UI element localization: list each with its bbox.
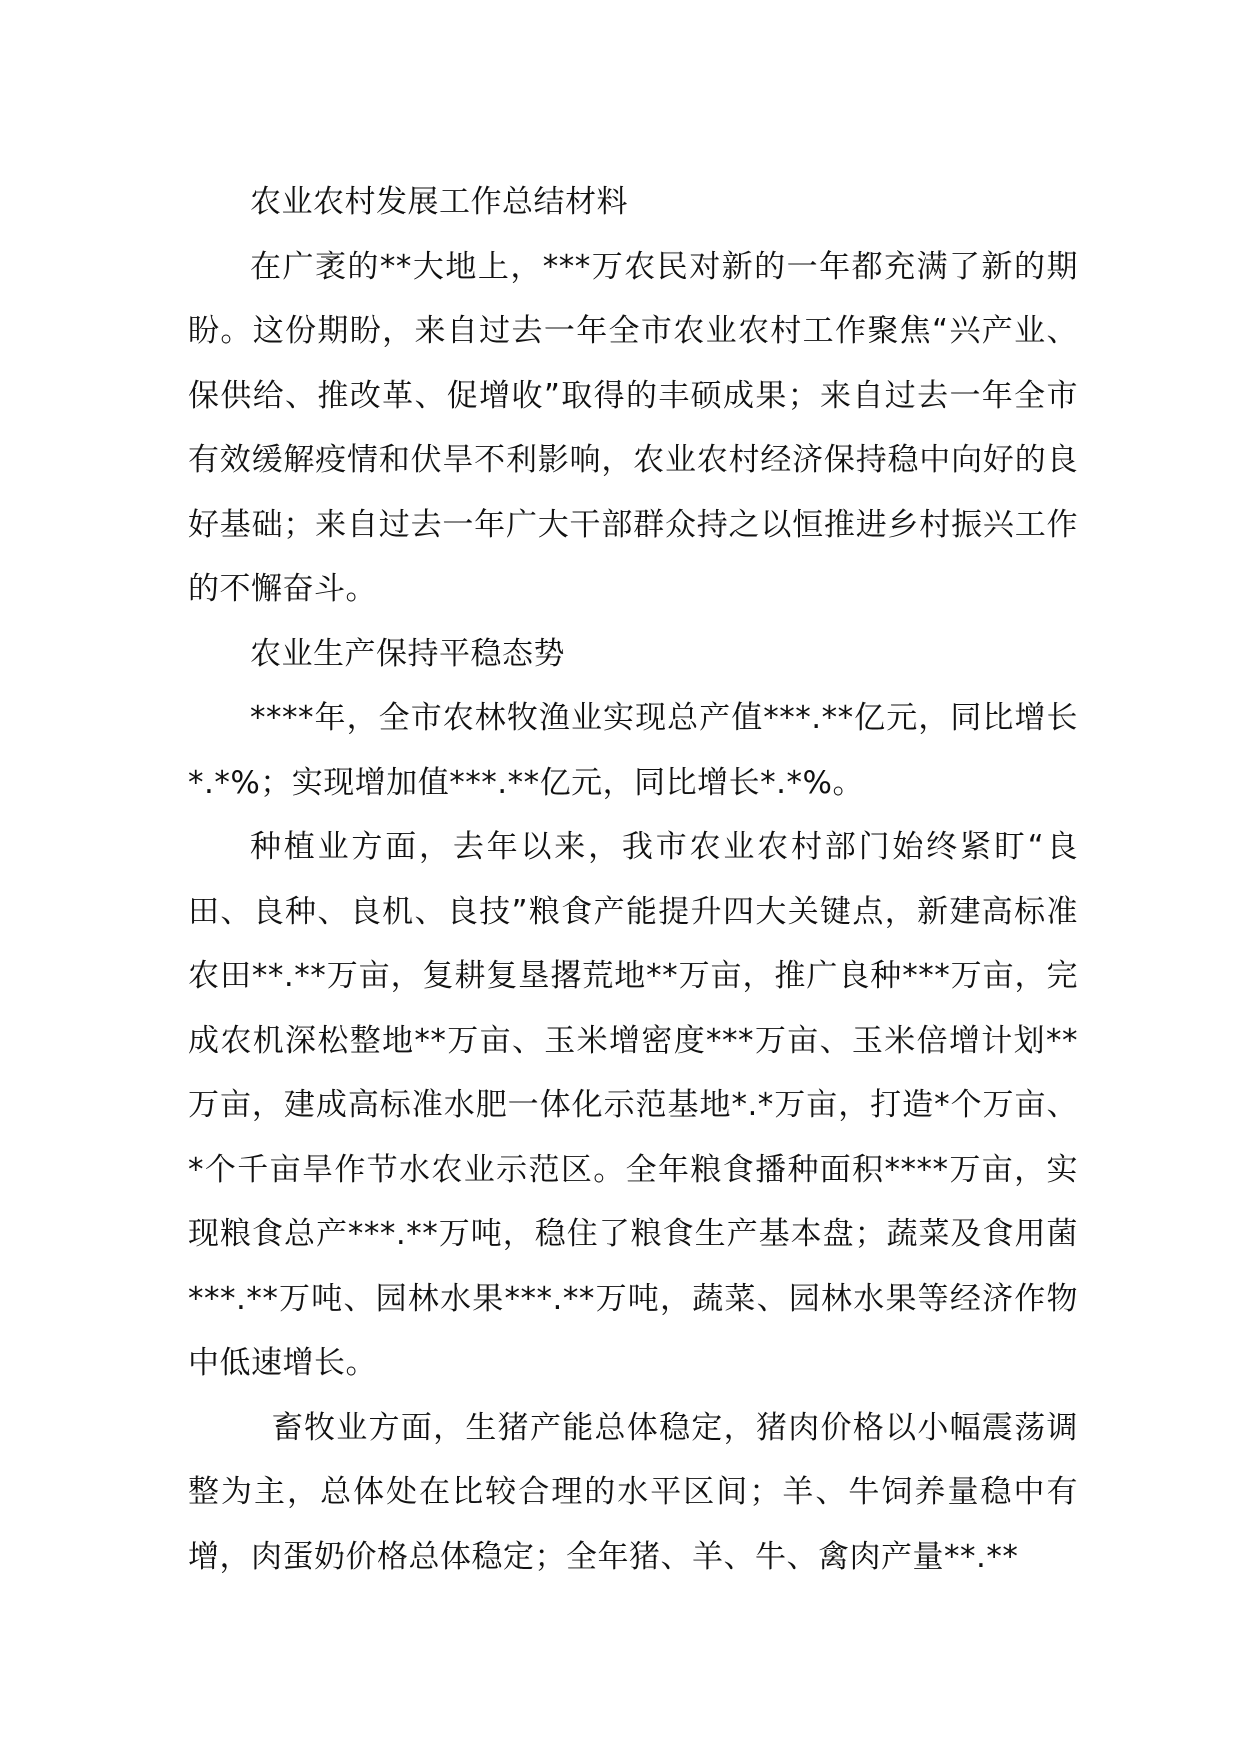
output-value-paragraph: ****年，全市农林牧渔业实现总产值***.**亿元，同比增长*.*%；实现增加值***.**亿元，同比增长*.*%。	[188, 700, 1078, 801]
intro-paragraph: 在广袤的**大地上，***万农民对新的一年都充满了新的期盼。这份期盼，来自过去一年全市农业农村工作聚焦“兴产业、保供给、推改革、促增收”取得的丰硕成果；来自过去一年全市有效缓解疫情和伏旱不利影响，农业农村经济保持稳中向好的良好基础；来自过去一年广大干部群众持之以恒推进乡村振兴工作的不懈奋斗。	[188, 248, 1078, 607]
section-heading-agricultural-production: 农业生产保持平稳态势	[250, 635, 565, 672]
planting-paragraph: 种植业方面，去年以来，我市农业农村部门始终紧盯“良田、良种、良机、良技”粮食产能提升四大关键点，新建高标准农田**.**万亩，复耕复垦撂荒地**万亩，推广良种***万亩，完成农机深松整地**万亩、玉米增密度***万亩、玉米倍增计划**万亩，建成高标准水肥一体化示范基地*.*万亩，打造*个万亩、*个千亩旱作节水农业示范区。全年粮食播种面积****万亩，实现粮食总产***.**万吨，稳住了粮食生产基本盘；蔬菜及食用菌***.**万吨、园林水果***.**万吨，蔬菜、园林水果等经济作物中低速增长。	[188, 829, 1078, 1381]
document-title: 农业农村发展工作总结材料	[250, 184, 628, 220]
document-body	[188, 170, 1078, 1589]
livestock-paragraph: 畜牧业方面，生猪产能总体稳定，猪肉价格以小幅震荡调整为主，总体处在比较合理的水平区间；羊、牛饲养量稳中有增，肉蛋奶价格总体稳定；全年猪、羊、牛、禽肉产量**.**	[188, 1409, 1078, 1575]
